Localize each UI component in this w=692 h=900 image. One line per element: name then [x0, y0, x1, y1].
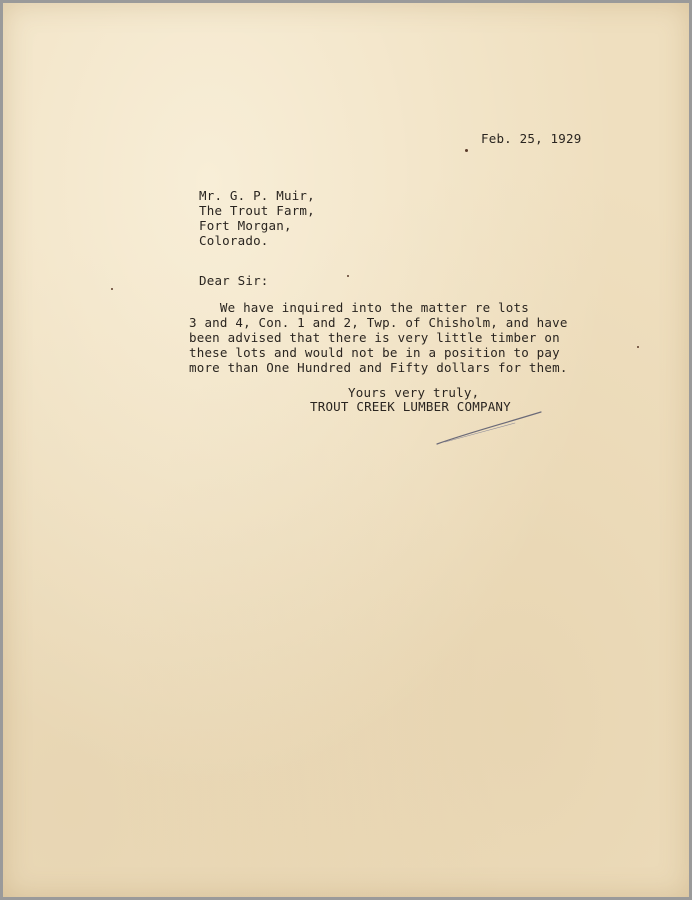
- paper-speck: [347, 275, 349, 277]
- salutation: Dear Sir:: [199, 273, 269, 288]
- recipient-state: Colorado.: [199, 233, 269, 248]
- paper-speck: [637, 346, 639, 348]
- body-line-4: these lots and would not be in a position to pay: [189, 345, 560, 360]
- letter-date: Feb. 25, 1929: [481, 131, 582, 146]
- body-line-2: 3 and 4, Con. 1 and 2, Twp. of Chisholm, and have: [189, 315, 568, 330]
- body-line-1: We have inquired into the matter re lots: [189, 300, 529, 315]
- recipient-city: Fort Morgan,: [199, 218, 292, 233]
- recipient-line-2: The Trout Farm,: [199, 203, 315, 218]
- paper-speck: [111, 288, 113, 290]
- body-line-3: been advised that there is very little timber on: [189, 330, 560, 345]
- paper-speck: [465, 149, 468, 152]
- signature-stroke: [435, 408, 545, 448]
- recipient-name: Mr. G. P. Muir,: [199, 188, 315, 203]
- body-line-5: more than One Hundred and Fifty dollars for them.: [189, 360, 568, 375]
- company-name: TROUT CREEK LUMBER COMPANY: [310, 399, 511, 414]
- closing: Yours very truly,: [348, 385, 480, 400]
